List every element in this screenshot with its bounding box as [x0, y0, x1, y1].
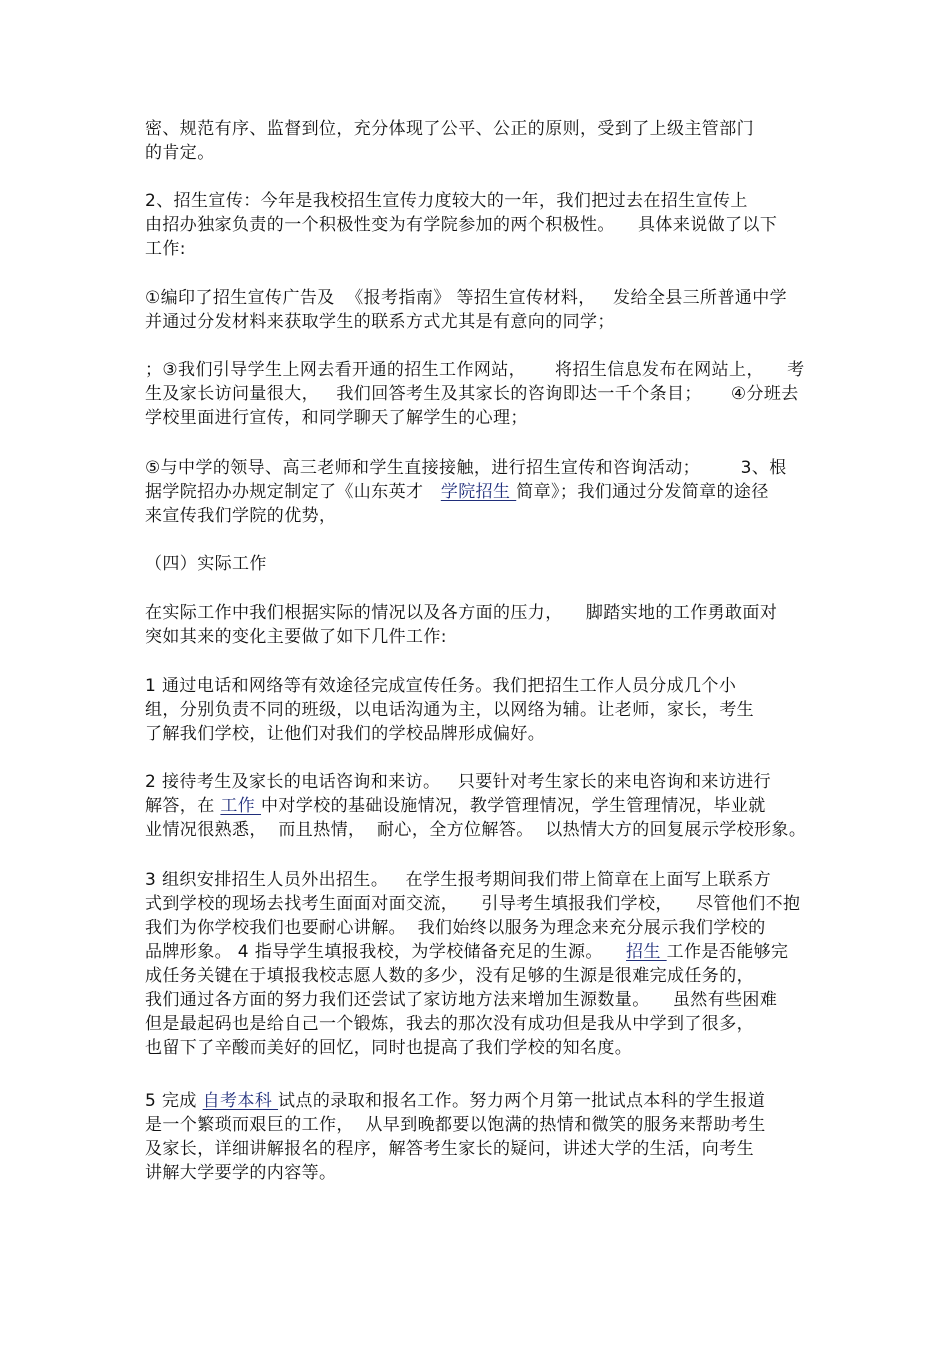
text-segment: 中对学校的基础设施情况，教学管理情况，学生管理情况，毕业就 — [261, 796, 766, 816]
text-segment: 2、招生宣传：今年是我校招生宣传力度较大的一年，我们把过去在招生宣传上 — [145, 191, 748, 211]
text-segment: 但是最起码也是给自己一个锻炼，我去的那次没有成功但是我从中学到了很多， — [145, 1014, 754, 1034]
text-segment: 品牌形象。 4 指导学生填报我校，为学校储备充足的生源。 — [145, 942, 627, 962]
text-segment: ；③我们引导学生上网去看开通的招生工作网站， 将招生信息发布在网站上， 考 — [145, 360, 805, 380]
text-segment: ⑤与中学的领导、高三老师和学生直接接触，进行招生宣传和咨询活动； 3、根 — [145, 458, 787, 478]
text-line — [145, 1036, 815, 1060]
text-segment: 生及家长访问量很大， 我们回答考生及其家长的咨询即达一千个条目； ④分班去 — [145, 384, 799, 404]
text-segment: 及家长，详细讲解报名的程序，解答考生家长的疑问，讲述大学的生活，向考生 — [145, 1139, 754, 1159]
text-line — [145, 625, 815, 649]
paragraph-practical-work-intro — [145, 601, 815, 649]
paragraph-item-2-consultation — [145, 770, 815, 842]
text-line — [145, 794, 815, 818]
text-segment: 也留下了辛酸而美好的回忆，同时也提高了我们学校的知名度。 — [145, 1038, 633, 1058]
text-line — [145, 916, 815, 940]
text-line — [145, 1012, 815, 1036]
text-line — [145, 406, 815, 430]
text-segment: 我们为你学校我们也要耐心讲解。 我们始终以服务为理念来充分展示我们学校的 — [145, 918, 766, 938]
text-segment: 是一个繁琐而艰巨的工作， 从早到晚都要以饱满的热情和微笑的服务来帮助考生 — [145, 1115, 766, 1135]
text-segment: 学校里面进行宣传，和同学聊天了解学生的心理； — [145, 408, 528, 428]
text-line — [145, 237, 815, 261]
text-segment: 了解我们学校，让他们对我们的学校品牌形成偏好。 — [145, 724, 546, 744]
text-line — [145, 988, 815, 1012]
text-line — [145, 601, 815, 625]
text-segment: 在实际工作中我们根据实际的情况以及各方面的压力， 脚踏实地的工作勇敢面对 — [145, 603, 778, 623]
text-line — [145, 674, 815, 698]
text-line — [145, 286, 815, 310]
text-segment: 式到学校的现场去找考生面面对面交流， 引导考生填报我们学校， 尽管他们不抱 — [145, 894, 801, 914]
text-segment: 工作: — [145, 239, 186, 259]
text-segment: 来宣传我们学院的优势， — [145, 506, 337, 526]
text-segment: 2 接待考生及家长的电话咨询和来访。 只要针对考生家长的来电咨询和来访进行 — [145, 772, 772, 792]
text-segment: 我们通过各方面的努力我们还尝试了家访地方法来增加生源数量。 虽然有些困难 — [145, 990, 778, 1010]
text-line — [145, 117, 815, 141]
text-line — [145, 504, 815, 528]
text-segment: 并通过分发材料来获取学生的联系方式尤其是有意向的同学； — [145, 312, 615, 332]
text-segment: 据学院招办办规定制定了《山东英才 — [145, 482, 441, 502]
paragraph-printed-materials — [145, 286, 815, 334]
text-line — [145, 770, 815, 794]
text-segment: 的肯定。 — [145, 143, 215, 163]
paragraph-website-and-visits — [145, 358, 815, 430]
text-line — [145, 868, 815, 892]
text-segment: 密、规范有序、监督到位，充分体现了公平、公正的原则，受到了上级主管部门 — [145, 119, 754, 139]
text-segment: 解答，在 — [145, 796, 221, 816]
text-line — [145, 940, 815, 964]
paragraph-school-contact — [145, 456, 815, 528]
paragraph-item-5-self-study — [145, 1089, 815, 1185]
text-line — [145, 189, 815, 213]
paragraph-item-3-4-outreach — [145, 868, 815, 1060]
text-segment: 3 组织安排招生人员外出招生。 在学生报考期间我们带上简章在上面写上联系方 — [145, 870, 772, 890]
text-line — [145, 456, 815, 480]
inline-link[interactable]: 工作 — [220, 796, 262, 816]
paragraph-recruitment-publicity — [145, 189, 815, 261]
inline-link[interactable]: 自考本科 — [202, 1091, 279, 1111]
text-segment: 由招办独家负责的一个积极性变为有学院参加的两个积极性。 具体来说做了以下 — [145, 215, 778, 235]
text-line — [145, 480, 815, 504]
text-line — [145, 964, 815, 988]
text-segment: 工作是否能够完 — [666, 942, 789, 962]
text-segment: 组，分别负责不同的班级，以电话沟通为主，以网络为辅。让老师，家长，考生 — [145, 700, 754, 720]
text-line — [145, 552, 815, 576]
text-segment: 简章》；我们通过分发简章的途径 — [516, 482, 769, 502]
paragraph-item-1-phone-network — [145, 674, 815, 746]
text-segment: （四）实际工作 — [145, 554, 267, 574]
text-line — [145, 892, 815, 916]
section-heading-practical-work — [145, 552, 815, 576]
text-line — [145, 141, 815, 165]
paragraph-opening-continuation — [145, 117, 815, 165]
text-line — [145, 310, 815, 334]
text-segment: 突如其来的变化主要做了如下几件工作: — [145, 627, 447, 647]
text-line — [145, 382, 815, 406]
text-line — [145, 1089, 815, 1113]
text-line — [145, 722, 815, 746]
text-segment: 成任务关键在于填报我校志愿人数的多少，没有足够的生源是很难完成任务的， — [145, 966, 754, 986]
inline-link[interactable]: 学院招生 — [440, 482, 517, 502]
text-segment: 1 通过电话和网络等有效途径完成宣传任务。我们把招生工作人员分成几个小 — [145, 676, 737, 696]
text-line — [145, 698, 815, 722]
text-line — [145, 1161, 815, 1185]
text-segment: 讲解大学要学的内容等。 — [145, 1163, 337, 1183]
text-line — [145, 213, 815, 237]
text-line — [145, 818, 815, 842]
inline-link[interactable]: 招生 — [626, 942, 667, 962]
text-segment: 试点的录取和报名工作。努力两个月第一批试点本科的学生报道 — [278, 1091, 766, 1111]
text-line — [145, 1137, 815, 1161]
text-segment: 业情况很熟悉， 而且热情， 耐心，全方位解答。 以热情大方的回复展示学校形象。 — [145, 820, 807, 840]
text-segment: 5 完成 — [145, 1091, 203, 1111]
text-line — [145, 358, 815, 382]
text-segment: ①编印了招生宣传广告及 《报考指南》 等招生宣传材料， 发给全县三所普通中学 — [145, 288, 788, 308]
text-line — [145, 1113, 815, 1137]
